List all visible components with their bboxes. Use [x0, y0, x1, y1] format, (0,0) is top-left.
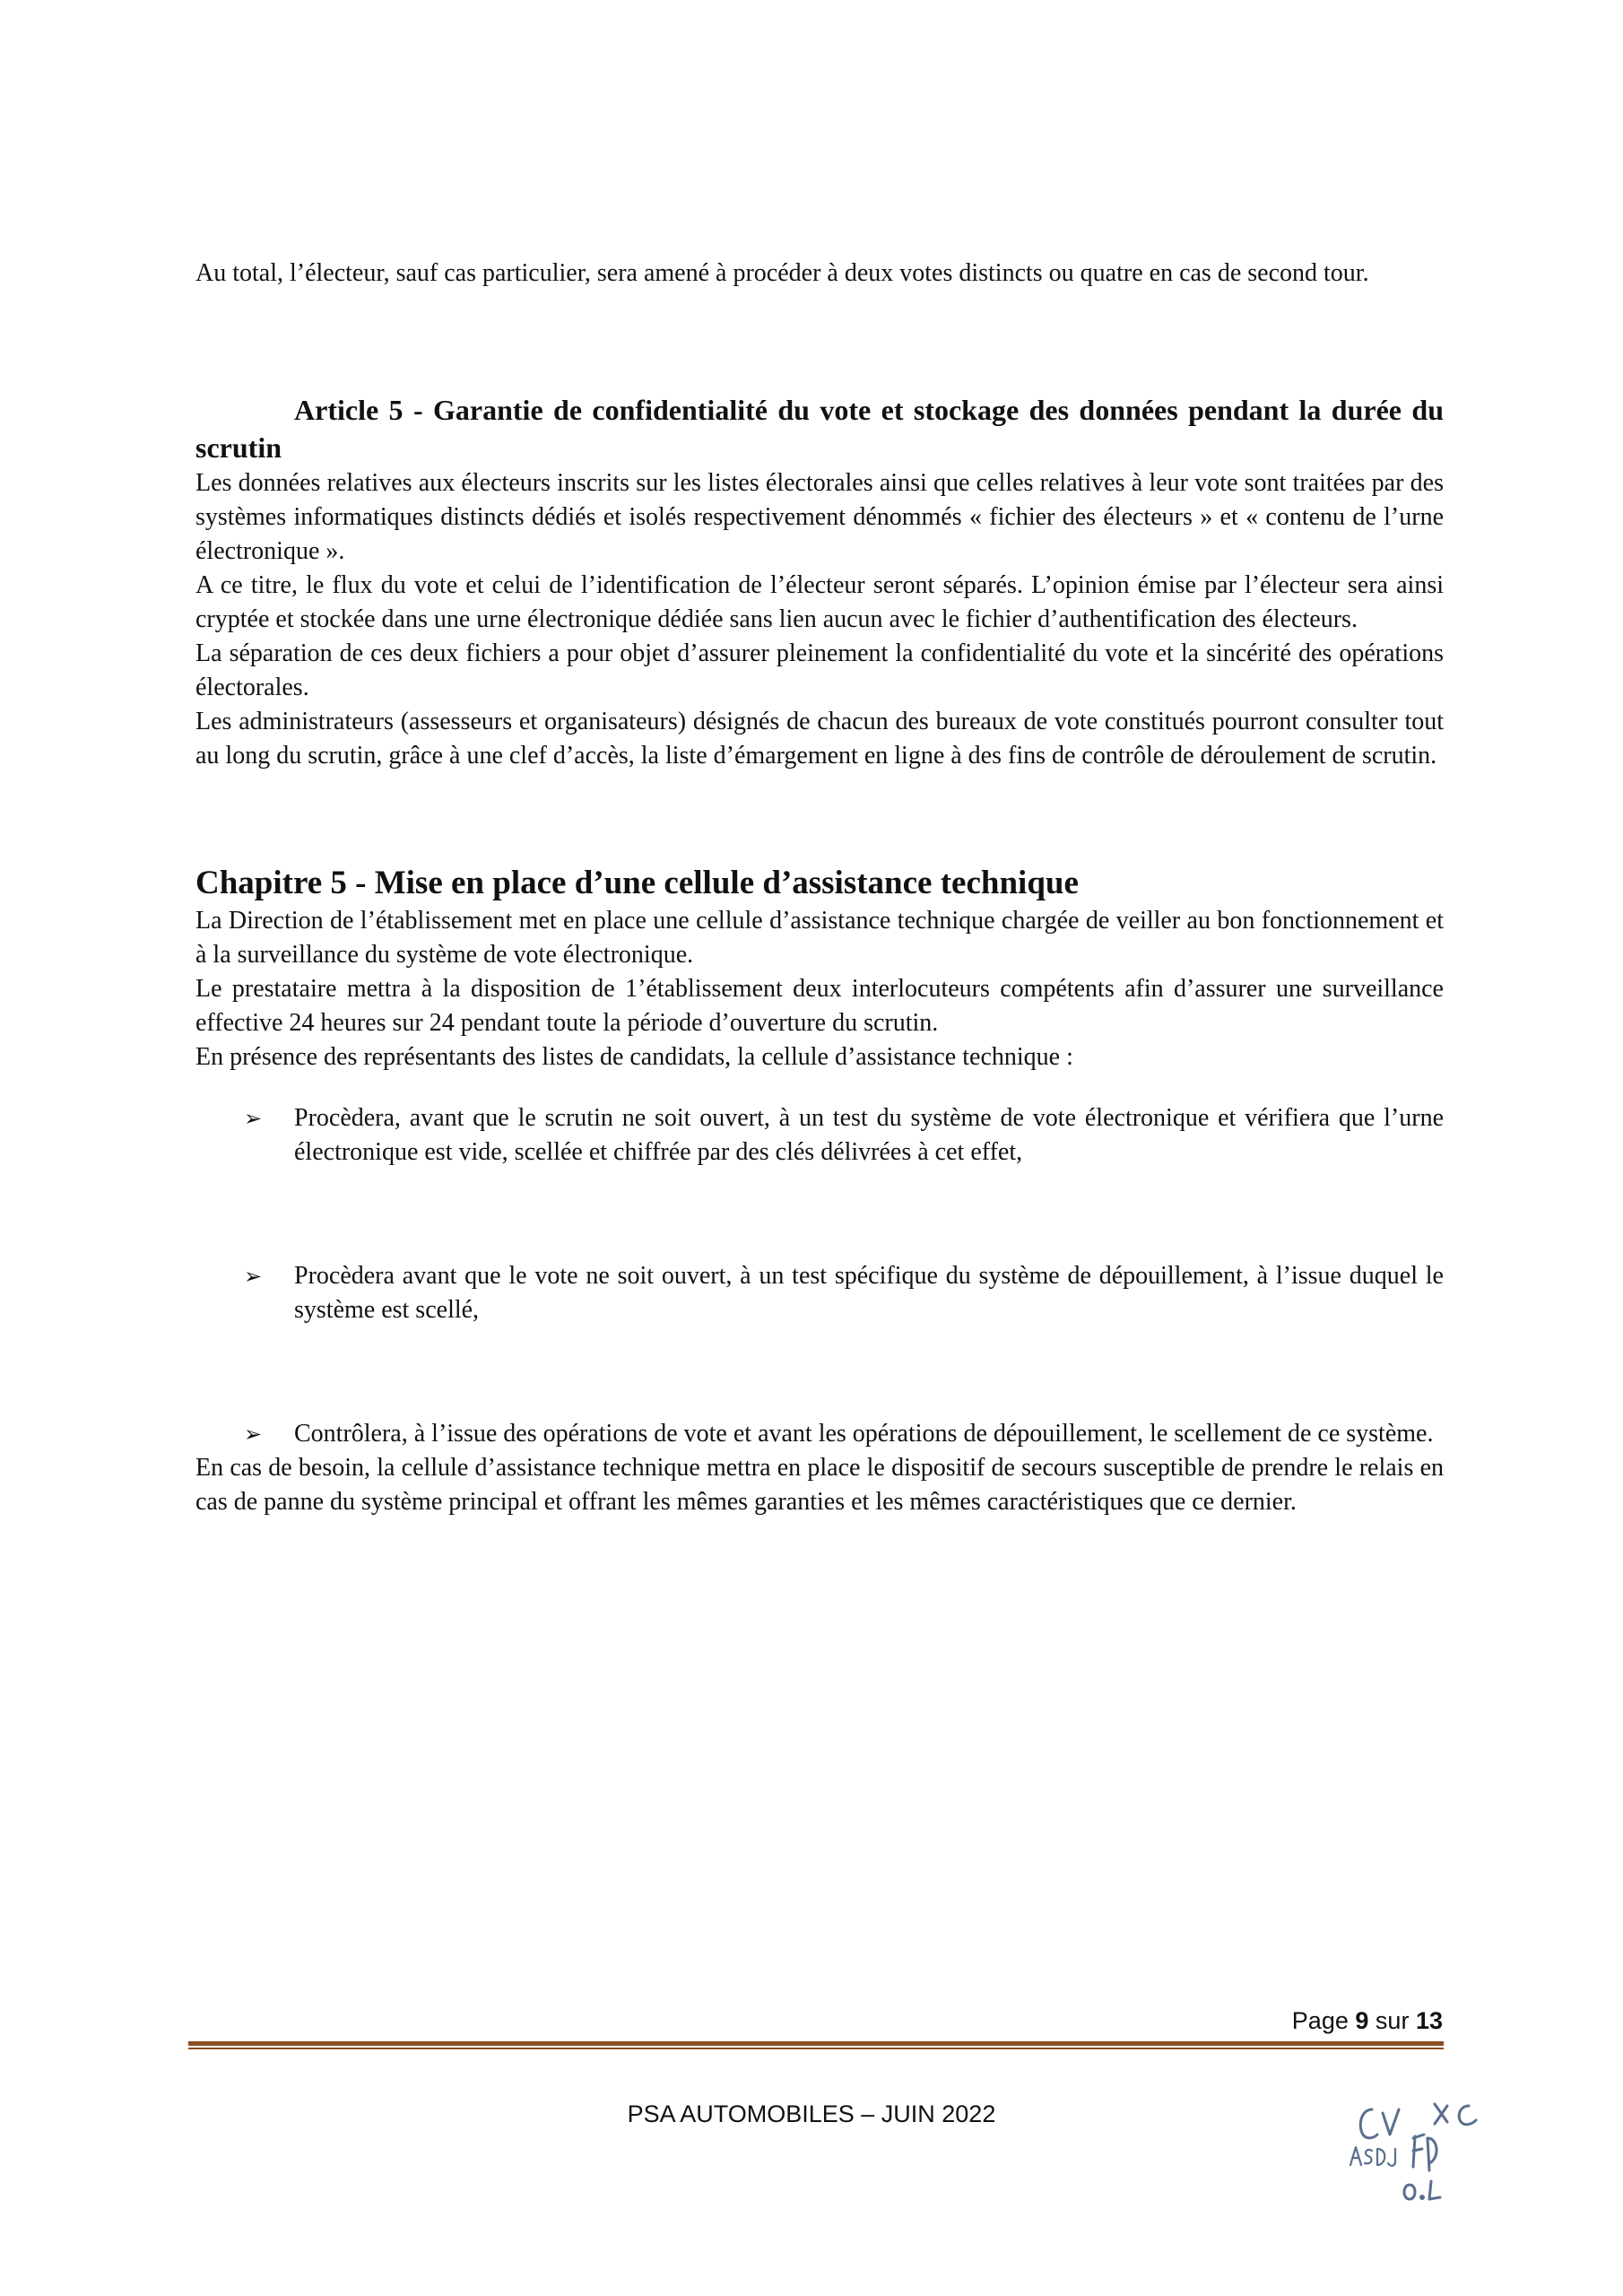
arrow-bullet-icon: ➢ [244, 1106, 263, 1131]
chapter-paragraph: En présence des représentants des listes de candidats, la cellule d’assistance technique : [195, 1043, 1073, 1071]
arrow-bullet-icon: ➢ [244, 1422, 263, 1447]
list-item-text: Contrôlera, à l’issue des opérations de vote et avant les opérations de dépouillement, le scellement de ce système. [294, 1420, 1434, 1448]
article-paragraph: Les données relatives aux électeurs inscrits sur les listes électorales ainsi que celles relatives à leur vote sont traitées par des systèmes informatiques distincts dédiés et isolés respectivement dénommés « fichier des électeurs » et « contenu de l’urne électronique ». [195, 469, 1444, 565]
article-paragraph: A ce titre, le flux du vote et celui de l’identification de l’électeur seront séparés. L’opinion émise par l’électeur sera ainsi cryptée et stockée dans une urne électronique dédiée sans lien aucun avec le fichier d’authentification des électeurs. [195, 571, 1444, 633]
article-paragraph: La séparation de ces deux fichiers a pour objet d’assurer pleinement la confidentialité du vote et la sincérité des opérations électorales. [195, 639, 1444, 701]
page-total: 13 [1415, 2007, 1443, 2034]
chapter-paragraph: La Direction de l’établissement met en place une cellule d’assistance technique chargée de veiller au bon fonctionnement et à la surveillance du système de vote électronique. [195, 907, 1444, 969]
chapter-paragraph: Le prestataire mettra à la disposition de 1’établissement deux interlocuteurs compétents afin d’assurer une surveillance effective 24 heures sur 24 pendant toute la période d’ouverture du scrutin. [195, 975, 1444, 1037]
page-current: 9 [1355, 2007, 1369, 2034]
handwritten-initials [1345, 2099, 1506, 2206]
list-item [195, 1101, 1444, 1170]
footer-rule [188, 2041, 1444, 2046]
page-separator: sur [1375, 2007, 1410, 2034]
arrow-bullet-icon: ➢ [244, 1264, 263, 1289]
intro-paragraph: Au total, l’électeur, sauf cas particulier, sera amené à procéder à deux votes distincts ou quatre en cas de second tour. [195, 259, 1369, 287]
article-paragraph: Les administrateurs (assesseurs et organisateurs) désignés de chacun des bureaux de vote constitués pourront consulter tout au long du scrutin, grâce à une clef d’accès, la liste d’émargement en ligne à des fins de contrôle de déroulement de scrutin. [195, 708, 1444, 770]
closing-paragraph: En cas de besoin, la cellule d’assistance technique mettra en place le dispositif de secours susceptible de prendre le relais en cas de panne du système principal et offrant les mêmes garanties et les mêmes caractéristiques que ce dernier. [195, 1454, 1444, 1516]
list-item [195, 1259, 1444, 1327]
page-footer: PSA AUTOMOBILES – JUIN 2022 [627, 2100, 996, 2127]
footer-rule-thin [188, 2048, 1444, 2049]
article-5-heading: Article 5 - Garantie de confidentialité du vote et stockage des données pendant la durée du scrutin [195, 394, 1444, 464]
list-item-text: Procèdera avant que le vote ne soit ouvert, à un test spécifique du système de dépouillement, à l’issue duquel le système est scellé, [294, 1262, 1444, 1324]
page-number [1292, 2007, 1443, 2035]
page-label: Page [1291, 2007, 1349, 2034]
assistance-task-list [195, 1101, 1444, 1451]
document-page [195, 257, 1444, 1519]
list-item-text: Procèdera, avant que le scrutin ne soit ouvert, à un test du système de vote électronique et vérifiera que l’urne électronique est vide, scellée et chiffrée par des clés délivrées à cet effet, [294, 1104, 1444, 1166]
list-item [195, 1417, 1444, 1451]
chapter-5-heading: Chapitre 5 - Mise en place d’une cellule d’assistance technique [195, 865, 1079, 901]
